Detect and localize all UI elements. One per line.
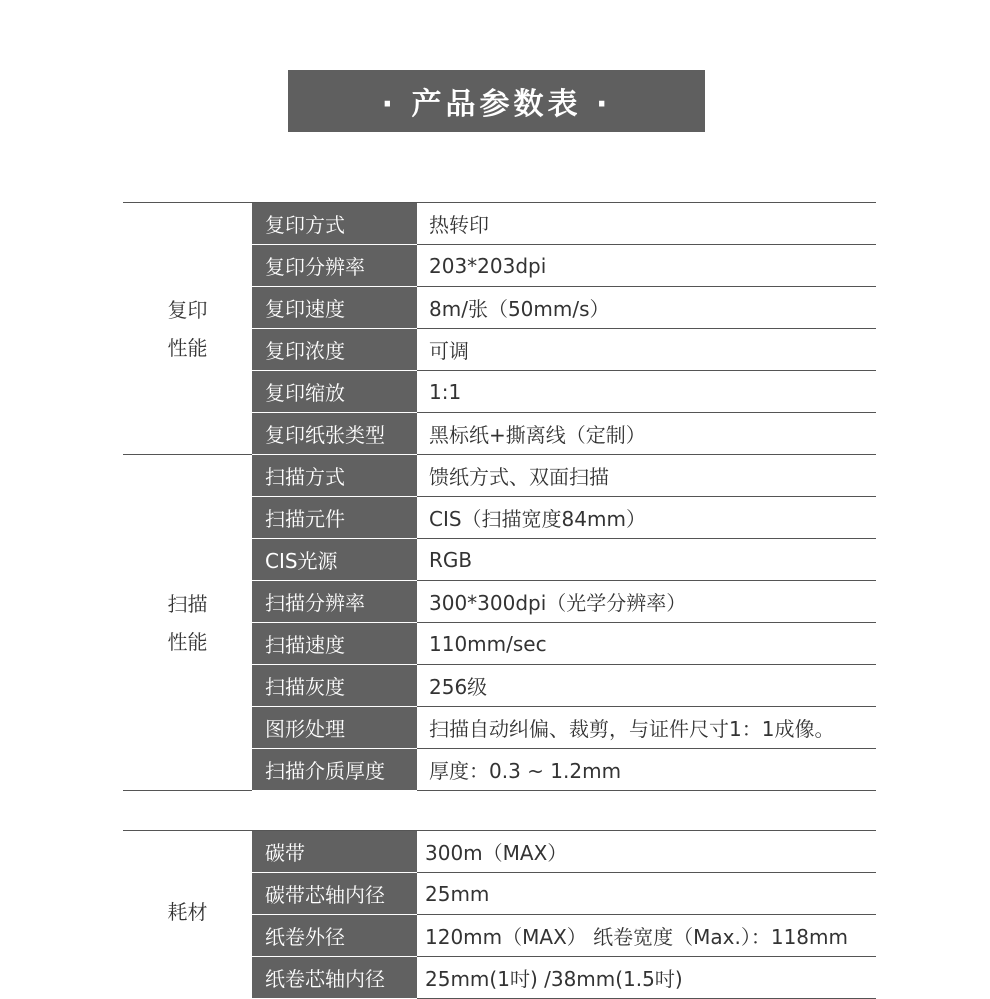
group-label-consumables xyxy=(123,831,252,999)
page-title-banner xyxy=(288,70,705,132)
spec-value: 300m（MAX） xyxy=(425,841,568,865)
spec-row xyxy=(252,413,876,455)
spec-row xyxy=(252,749,876,791)
spec-table-performance xyxy=(123,202,876,791)
spec-value: 25mm xyxy=(425,881,490,906)
spec-value: 馈纸方式、双面扫描 xyxy=(429,465,609,489)
spec-key: 复印分辨率 xyxy=(252,245,417,287)
spec-key: 扫描速度 xyxy=(252,623,417,665)
spec-row xyxy=(252,873,876,915)
spec-value: 热转印 xyxy=(429,213,489,237)
spec-value: 可调 xyxy=(429,339,469,363)
spec-key: 复印方式 xyxy=(252,203,417,245)
group-label-scan xyxy=(123,455,252,791)
spec-key: 碳带芯轴内径 xyxy=(252,873,417,915)
group-label-line: 扫描 xyxy=(167,592,208,616)
spec-value: 256级 xyxy=(429,675,488,699)
group-label-copy xyxy=(123,203,252,455)
spec-row xyxy=(252,329,876,371)
spec-row xyxy=(252,581,876,623)
spec-key: 碳带 xyxy=(252,831,417,873)
spec-key: 纸卷外径 xyxy=(252,915,417,957)
spec-group-consumables xyxy=(123,831,876,999)
page-title: · 产品参数表 · xyxy=(381,87,612,122)
spec-row xyxy=(252,707,876,749)
spec-group-copy xyxy=(123,203,876,455)
spec-group-scan xyxy=(123,454,876,791)
group-label-line: 耗材 xyxy=(167,900,208,924)
spec-key: 图形处理 xyxy=(252,707,417,749)
spec-key: 复印纸张类型 xyxy=(252,413,417,455)
spec-key: 复印缩放 xyxy=(252,371,417,413)
group-label-line: 复印 xyxy=(167,298,208,322)
spec-row xyxy=(252,957,876,999)
spec-key: 复印浓度 xyxy=(252,329,417,371)
spec-value: 110mm/sec xyxy=(429,631,547,656)
spec-value: 扫描自动纠偏、裁剪，与证件尺寸1：1成像。 xyxy=(429,717,835,741)
spec-row xyxy=(252,539,876,581)
spec-row xyxy=(252,287,876,329)
spec-row xyxy=(252,203,876,245)
spec-value: 120mm（MAX） 纸卷宽度（Max.）：118mm xyxy=(425,925,848,949)
spec-key: 扫描介质厚度 xyxy=(252,749,417,791)
spec-key: 扫描方式 xyxy=(252,455,417,497)
spec-value: 厚度：0.3 ~ 1.2mm xyxy=(429,759,622,783)
group-label-line: 性能 xyxy=(167,336,208,360)
spec-value: 203*203dpi xyxy=(429,253,547,278)
spec-value: CIS（扫描宽度84mm） xyxy=(429,507,646,531)
spec-key: 扫描分辨率 xyxy=(252,581,417,623)
spec-row xyxy=(252,623,876,665)
spec-value: RGB xyxy=(429,547,473,572)
spec-key: 扫描灰度 xyxy=(252,665,417,707)
spec-key: 纸卷芯轴内径 xyxy=(252,957,417,999)
spec-value: 300*300dpi（光学分辨率） xyxy=(429,591,687,615)
spec-row xyxy=(252,665,876,707)
spec-key: CIS光源 xyxy=(252,539,417,581)
spec-row xyxy=(252,831,876,873)
spec-value: 1:1 xyxy=(429,379,462,404)
spec-value: 8m/张（50mm/s） xyxy=(429,297,610,321)
spec-row xyxy=(252,915,876,957)
spec-key: 扫描元件 xyxy=(252,497,417,539)
spec-row xyxy=(252,497,876,539)
spec-table-consumables xyxy=(123,830,876,999)
spec-row xyxy=(252,245,876,287)
spec-row xyxy=(252,455,876,497)
spec-value: 25mm(1吋) /38mm(1.5吋) xyxy=(425,967,683,991)
spec-value: 黑标纸+撕离线（定制） xyxy=(429,423,646,447)
spec-key: 复印速度 xyxy=(252,287,417,329)
spec-row xyxy=(252,371,876,413)
group-label-line: 性能 xyxy=(167,630,208,654)
